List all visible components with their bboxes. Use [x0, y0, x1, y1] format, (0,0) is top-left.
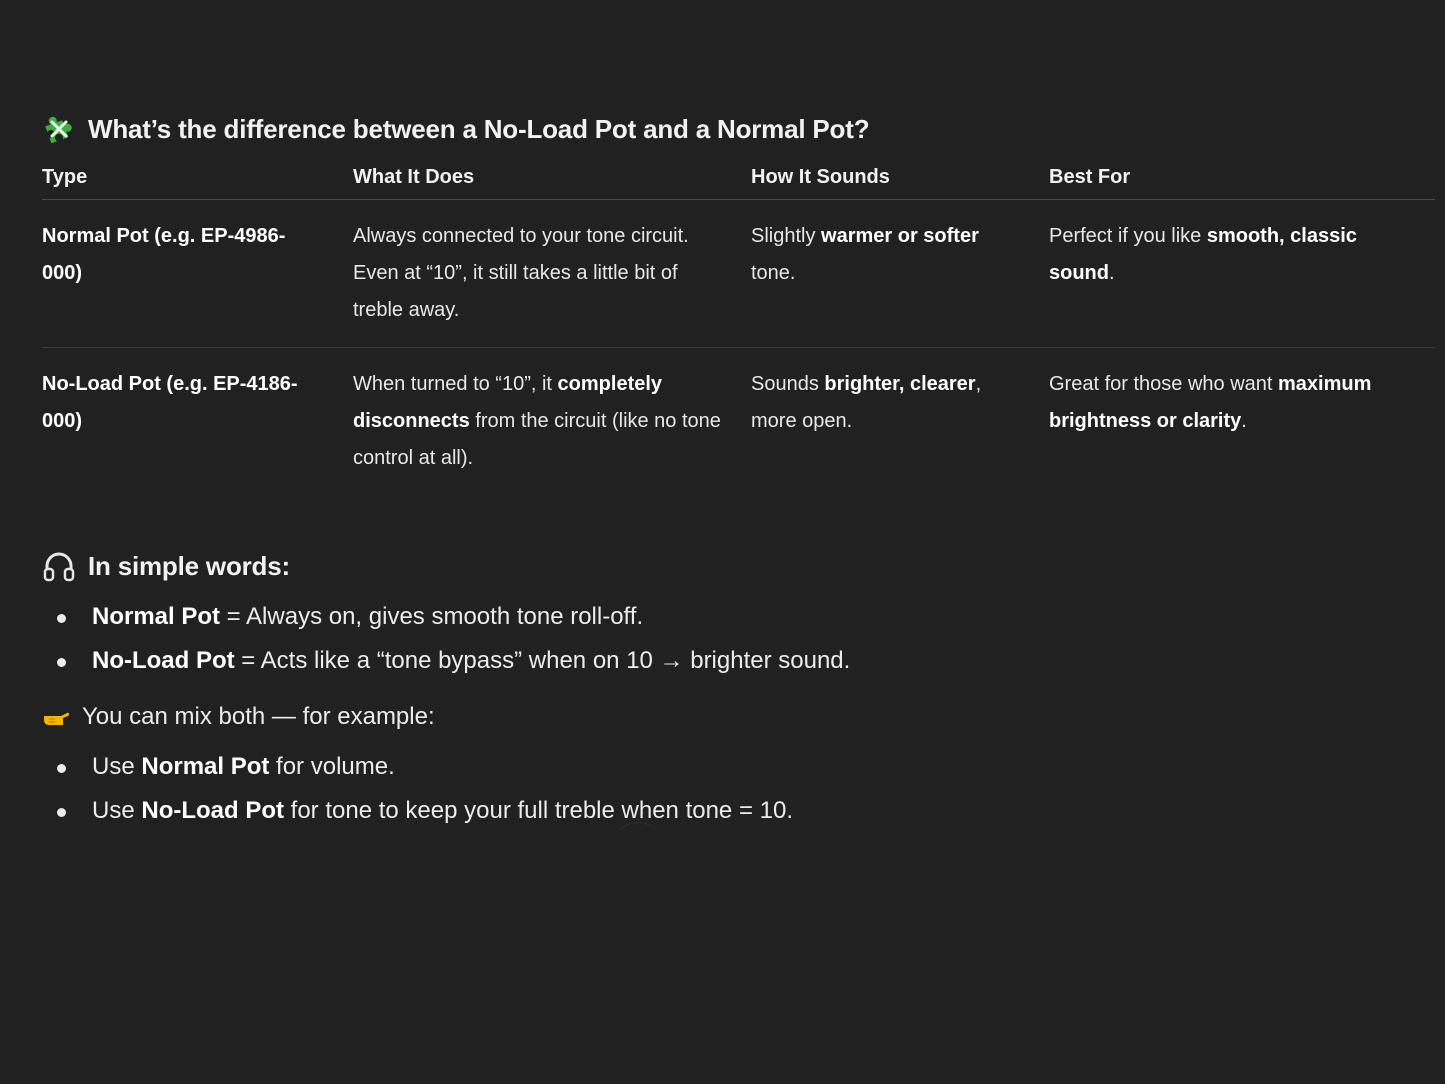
emphasis-text: completely disconnects — [353, 373, 663, 432]
table-body — [42, 200, 1435, 496]
list-item-term: No-Load Pot — [141, 797, 284, 824]
list-item-text: Use — [92, 797, 142, 824]
list-item-text: for tone to keep your full treble when tone = 10. — [284, 797, 793, 824]
simple-words-list — [42, 597, 1435, 685]
type-name: No-Load Pot (e.g. EP-4186-000) — [42, 373, 298, 432]
cell-best-for — [1049, 200, 1435, 348]
emphasis-text: warmer or softer — [821, 225, 979, 247]
list-item — [42, 791, 1435, 835]
cell-type — [42, 348, 353, 496]
column-header-best-for: Best For — [1049, 160, 1435, 200]
cell-text: Always connected to your tone circuit. Even at “10”, it still takes a little bit of treble away. — [353, 225, 689, 321]
comparison-table — [42, 160, 1435, 495]
cell-what-it-does — [353, 348, 751, 496]
type-name: Normal Pot (e.g. EP-4986-000) — [42, 225, 286, 284]
cell-text: When turned to “10”, it — [353, 373, 558, 395]
headphones-icon — [42, 549, 76, 583]
emphasis-text: maximum brightness or clarity — [1049, 373, 1372, 432]
column-header-how-it-sounds: How It Sounds — [751, 160, 1049, 200]
section-heading-difference — [42, 108, 1435, 150]
emphasis-text: brighter, clearer — [824, 373, 976, 395]
list-item-term: No-Load Pot — [92, 647, 235, 674]
cell-type — [42, 200, 353, 348]
pointing-hand-icon — [42, 705, 72, 729]
list-item-term: Normal Pot — [92, 603, 221, 630]
list-item-text: Use — [92, 753, 142, 780]
table-row — [42, 200, 1435, 348]
column-header-type: Type — [42, 160, 353, 200]
table-header-row — [42, 160, 1435, 200]
list-item-text: = Always on, gives smooth tone roll-off. — [220, 603, 644, 630]
table-row — [42, 348, 1435, 496]
list-item — [42, 597, 1435, 641]
emphasis-text: smooth, classic sound — [1049, 225, 1357, 284]
list-item-text: for volume. — [269, 753, 395, 780]
puzzle-icon — [42, 112, 76, 146]
mix-list — [42, 747, 1435, 835]
cell-how-it-sounds — [751, 348, 1049, 496]
scroll-indicator — [612, 822, 664, 874]
cell-text: from the circuit (like no tone control at all). — [353, 410, 721, 469]
cell-what-it-does — [353, 200, 751, 348]
list-item-term: Normal Pot — [141, 753, 270, 780]
cell-text: Sounds — [751, 373, 825, 395]
section-heading-simple-words — [42, 545, 1435, 587]
heading-text: What’s the difference between a No-Load Pot and a Normal Pot? — [88, 113, 870, 144]
list-item — [42, 641, 1435, 685]
message-content — [42, 108, 1435, 835]
heading-text: In simple words: — [88, 550, 290, 581]
cell-text: tone. — [751, 262, 796, 284]
cell-best-for — [1049, 348, 1435, 496]
list-item-text: = Acts like a “tone bypass” when on 10 → brighter sound. — [234, 647, 851, 674]
cell-text: Slightly — [751, 225, 822, 247]
cell-text: . — [1109, 262, 1115, 284]
column-header-what-it-does: What It Does — [353, 160, 751, 200]
cell-text: . — [1241, 410, 1247, 432]
cell-how-it-sounds — [751, 200, 1049, 348]
mix-text: You can mix both — for example: — [82, 703, 435, 730]
cell-text: Great for those who want — [1049, 373, 1279, 395]
mix-paragraph — [42, 697, 1435, 737]
cell-text: Perfect if you like — [1049, 225, 1207, 247]
cell-text: , more open. — [751, 373, 982, 432]
list-item — [42, 747, 1435, 791]
